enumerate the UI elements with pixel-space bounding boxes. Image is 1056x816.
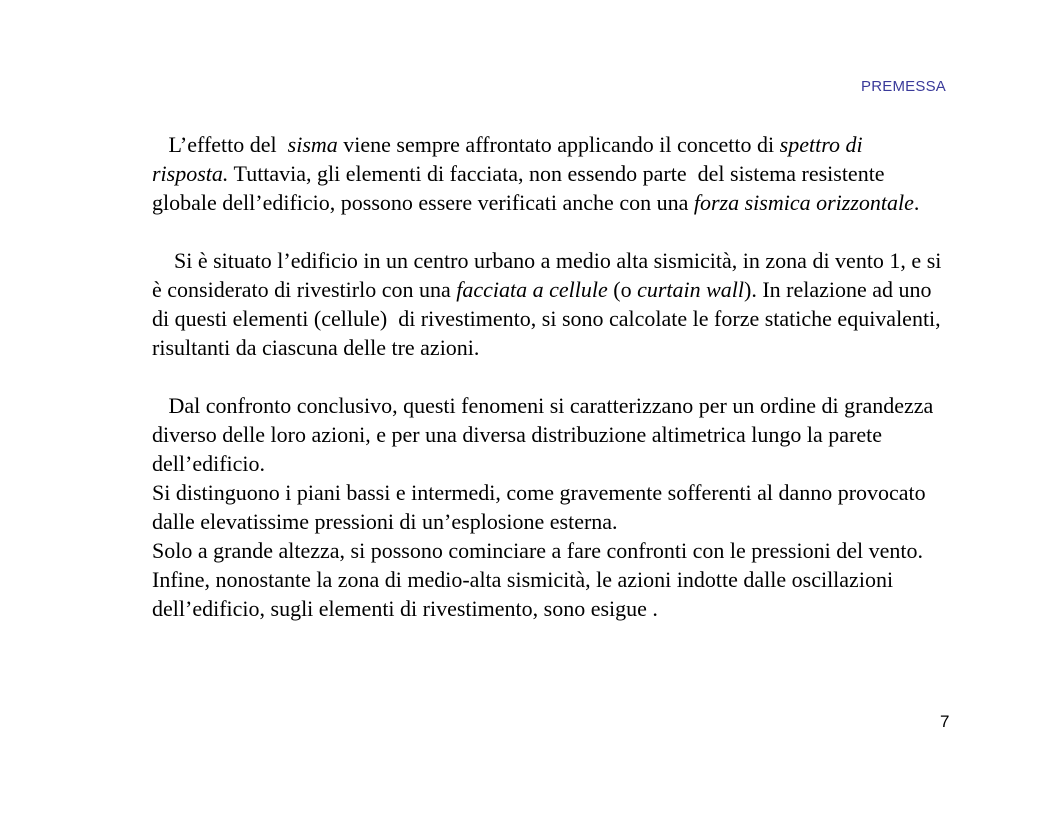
text-run: (o [607,277,638,302]
text-run: ). In relazione ad uno di questi elementi (cellule) di rivestimento, si sono calcolate le forze statiche equivalenti, risultanti da ciascuna delle tre azioni. [152,277,947,360]
text-run: . [913,190,920,215]
paragraph-comparison: Dal confronto conclusivo, questi fenomeni si caratterizzano per un ordine di grandezza diverso delle loro azioni, e per una diversa distribuzione altimetrica lungo la parete dell’edificio. [152,393,939,476]
paragraph-seismic [152,130,942,217]
paragraph-spacer [152,217,942,246]
paragraph-spacer [152,362,942,391]
page-number: 7 [940,712,950,731]
section-title: PREMESSA [861,78,946,95]
text-run: viene sempre affrontato applicando il concetto di [337,132,780,157]
paragraph-low-floors: Si distinguono i piani bassi e intermedi, come gravemente sofferenti al danno provocato dalle elevatissime pressioni di un’esplosione esterna. [152,480,932,534]
paragraph-high-floors: Solo a grande altezza, si possono cominciare a fare confronti con le pressioni del vento. Infine, nonostante la zona di medio-alta sismicità, le azioni indotte dalle oscillazioni dell’edificio, sugli elementi di rivestimento, sono esigue . [152,538,929,621]
paragraph-building [152,246,947,362]
italic-term: forza sismica orizzontale [693,190,914,215]
text-run: Si è situato l’edificio in un centro urbano a medio alta sismicità, in zona di vento 1, e si è considerato di rivestirlo con una [152,248,947,302]
body-text [152,130,947,623]
italic-term: curtain wall [637,277,745,302]
italic-term: spettro di risposta. [152,132,869,186]
italic-term: sisma [287,132,338,157]
text-run: L’effetto del [152,132,288,157]
italic-term: facciata a cellule [456,277,608,302]
text-run: Tuttavia, gli elementi di facciata, non essendo parte del sistema resistente globale dell’edificio, possono essere verificati anche con una [152,161,891,215]
